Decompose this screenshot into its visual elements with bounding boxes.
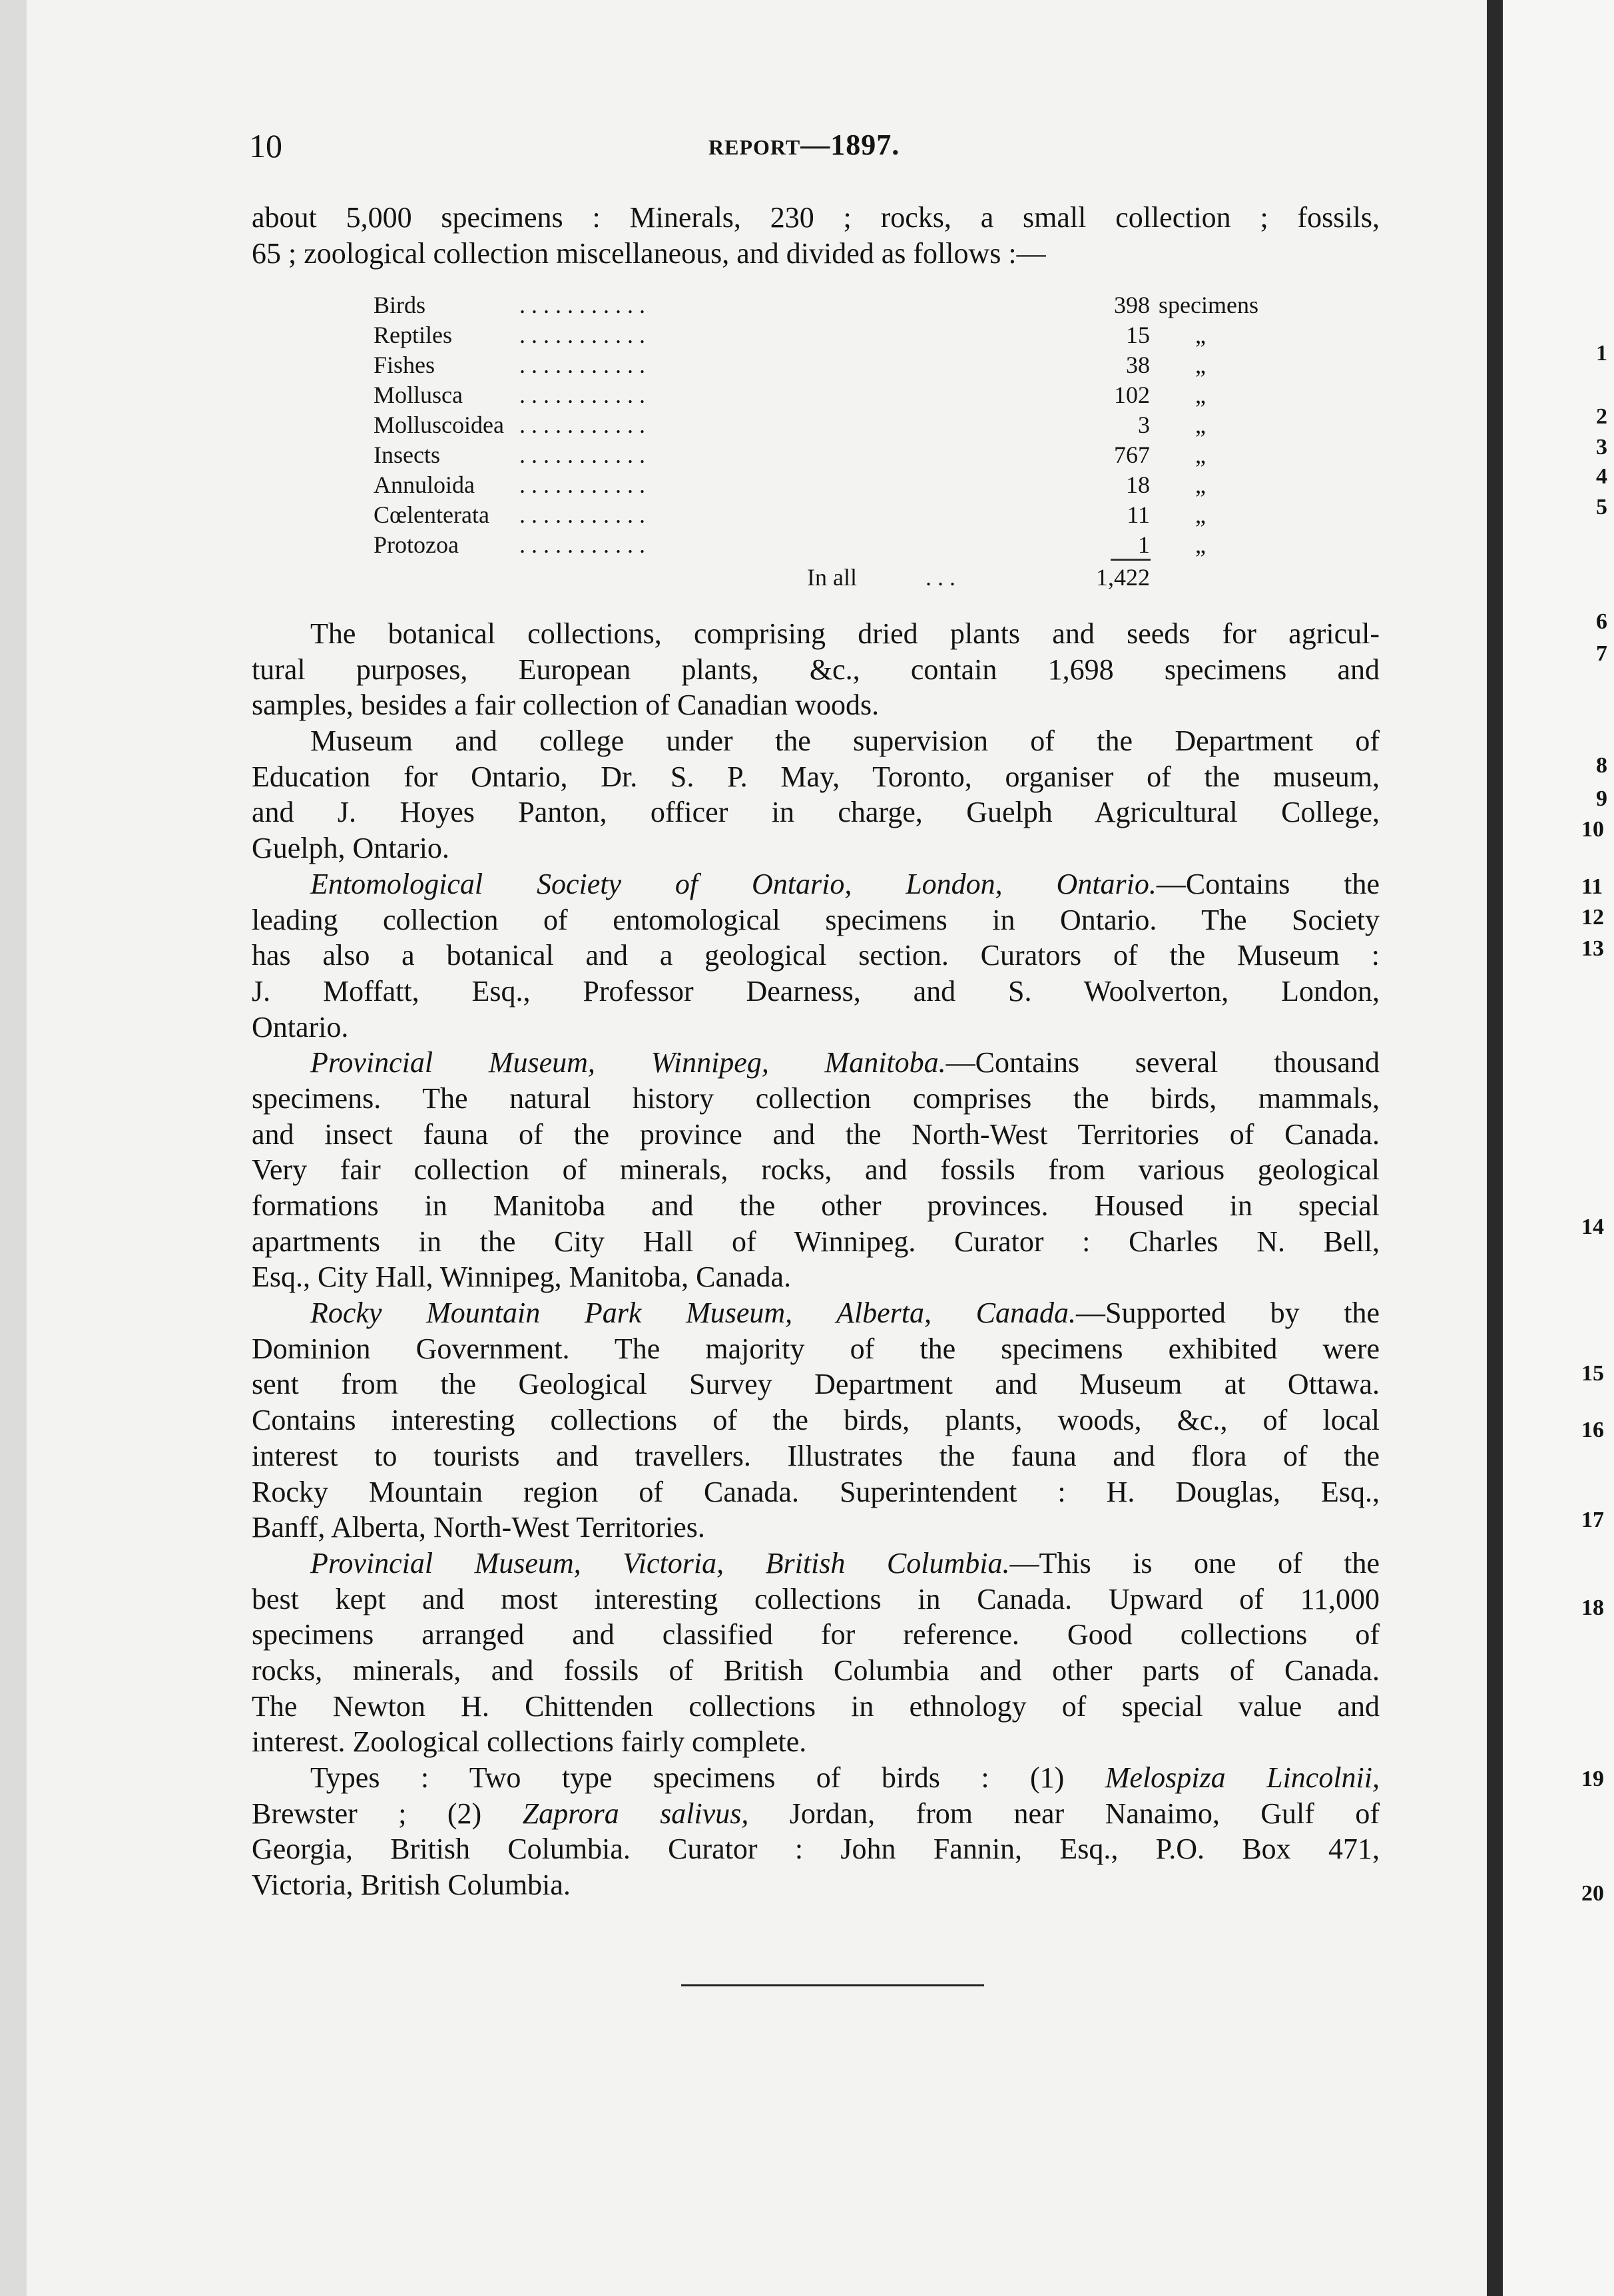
row-value: 1 xyxy=(1138,531,1150,558)
dot-leader: . . . . . . . . . . . xyxy=(519,352,645,378)
text-line: about 5,000 specimens : Minerals, 230 ; rocks, a small collection ; fossils, xyxy=(252,201,1380,234)
table-row xyxy=(0,441,1614,471)
italic-title: Rocky Mountain Park Museum, Alberta, Canada. xyxy=(310,1296,1077,1330)
text-line xyxy=(252,1474,1380,1510)
dot-leader: . . . . . . . . . . . xyxy=(519,322,645,348)
text-span: Guelph, Ontario. xyxy=(252,832,449,865)
paragraph xyxy=(252,616,1380,723)
text-span: specimens. The natural history collection comprises the birds, mammals, xyxy=(252,1081,1380,1115)
italic-title: Provincial Museum, Victoria, British Columbia. xyxy=(310,1546,1010,1579)
text-line xyxy=(252,1438,1380,1474)
text-line xyxy=(252,1510,1380,1546)
dot-leader: . . . . . . . . . . . xyxy=(519,382,645,408)
text-line xyxy=(252,1295,1380,1331)
text-line xyxy=(252,1259,1380,1295)
paragraph xyxy=(252,723,1380,866)
facing-line-number: 15 xyxy=(1581,1361,1604,1386)
text-line xyxy=(252,723,1380,759)
text-line xyxy=(252,1331,1380,1367)
running-title-caps: REPORT xyxy=(708,135,801,159)
facing-line-number: 8 xyxy=(1596,753,1607,778)
text-line xyxy=(252,1366,1380,1402)
ditto-mark: „ xyxy=(1195,471,1206,498)
text-line xyxy=(252,902,1380,938)
table-row xyxy=(0,531,1614,561)
table-row xyxy=(0,501,1614,531)
text-line xyxy=(252,1224,1380,1260)
text-line xyxy=(252,1581,1380,1617)
text-span: Jordan, from near Nanaimo, Gulf of xyxy=(748,1797,1380,1830)
row-value: 18 xyxy=(1126,471,1150,498)
row-label: Protozoa xyxy=(374,531,459,558)
row-value: 767 xyxy=(1114,441,1150,468)
facing-line-number: 16 xyxy=(1581,1418,1604,1442)
facing-line-number: 18 xyxy=(1581,1595,1604,1620)
table-row xyxy=(0,471,1614,501)
text-line xyxy=(252,652,1380,688)
text-line xyxy=(252,1009,1380,1045)
facing-line-number: 13 xyxy=(1581,936,1604,961)
text-span: Ontario. xyxy=(252,1010,349,1043)
dot-leader: . . . . . . . . . . . xyxy=(519,501,645,528)
row-label: Birds xyxy=(374,292,426,318)
text-span: apartments in the City Hall of Winnipeg. Curator : Charles N. Bell, xyxy=(252,1225,1380,1258)
book-gutter xyxy=(1487,0,1503,2296)
text-span: Education for Ontario, Dr. S. P. May, Toronto, organiser of the museum, xyxy=(252,760,1380,793)
sum-rule xyxy=(1111,559,1151,561)
facing-line-number: 12 xyxy=(1581,905,1604,930)
facing-line-number: 3 xyxy=(1596,435,1607,459)
running-title xyxy=(708,128,900,162)
total-label: In all xyxy=(807,564,857,591)
row-value: 398 xyxy=(1114,292,1150,318)
text-span: leading collection of entomological specimens in Ontario. The Society xyxy=(252,903,1380,936)
text-line xyxy=(252,1796,1380,1832)
ditto-mark: „ xyxy=(1195,352,1206,378)
text-span: —Supported by the xyxy=(1076,1296,1380,1330)
text-span: and J. Hoyes Panton, officer in charge, Guelph Agricultural College, xyxy=(252,796,1380,829)
text-span: —Contains several thousand xyxy=(945,1046,1380,1079)
row-label: Fishes xyxy=(374,352,435,378)
facing-line-number: 20 xyxy=(1581,1881,1604,1906)
text-span: and insect fauna of the province and the North-West Territories of Canada. xyxy=(252,1117,1380,1151)
facing-line-number: 5 xyxy=(1596,495,1607,519)
facing-line-number: 14 xyxy=(1581,1215,1604,1239)
text-span: Museum and college under the supervision of the Department of xyxy=(310,724,1380,758)
dot-leader: . . . . . . . . . . . xyxy=(519,441,645,468)
facing-line-number: 6 xyxy=(1596,609,1607,634)
text-line xyxy=(252,1045,1380,1081)
text-span: —Contains the xyxy=(1156,867,1380,900)
text-line xyxy=(252,1867,1380,1903)
row-value: 38 xyxy=(1126,352,1150,378)
italic-title: Zaprora salivus, xyxy=(522,1797,749,1830)
text-span: J. Moffatt, Esq., Professor Dearness, and S. Woolverton, London, xyxy=(252,974,1380,1007)
text-line xyxy=(252,866,1380,902)
text-span: Georgia, British Columbia. Curator : John Fannin, Esq., P.O. Box 471, xyxy=(252,1833,1380,1866)
text-line xyxy=(252,1188,1380,1224)
facing-line-number: 19 xyxy=(1581,1767,1604,1791)
paragraph xyxy=(252,866,1380,1045)
text-span: Dominion Government. The majority of the specimens exhibited were xyxy=(252,1332,1380,1365)
row-value: 11 xyxy=(1127,501,1150,528)
body-text xyxy=(252,616,1380,1903)
text-line xyxy=(252,1081,1380,1117)
text-line xyxy=(252,938,1380,974)
text-span: interest. Zoological collections fairly complete. xyxy=(252,1725,807,1759)
intro-text xyxy=(252,200,1380,271)
text-span: —This is one of the xyxy=(1009,1546,1380,1579)
paragraph xyxy=(252,1546,1380,1760)
text-line xyxy=(252,1689,1380,1725)
facing-line-number: 4 xyxy=(1596,464,1607,489)
text-span: Victoria, British Columbia. xyxy=(252,1868,571,1902)
table-row xyxy=(0,291,1614,321)
row-label: Cœlenterata xyxy=(374,501,489,528)
text-span: Very fair collection of minerals, rocks, and fossils from various geological xyxy=(252,1153,1380,1187)
row-value: 15 xyxy=(1126,322,1150,348)
text-span: tural purposes, European plants, &c., contain 1,698 specimens and xyxy=(252,653,1380,686)
facing-line-number: 1 xyxy=(1596,341,1607,366)
row-label: Mollusca xyxy=(374,382,463,408)
text-line: 65 ; zoological collection miscellaneous, and divided as follows :— xyxy=(252,236,1046,270)
text-line xyxy=(252,1546,1380,1581)
dot-leader: . . . . . . . . . . . xyxy=(519,471,645,498)
ditto-mark: „ xyxy=(1195,322,1206,348)
dot-leader: . . . . . . . . . . . xyxy=(519,412,645,438)
ditto-mark: „ xyxy=(1195,501,1206,528)
row-label: Annuloida xyxy=(374,471,475,498)
italic-title: Provincial Museum, Winnipeg, Manitoba. xyxy=(310,1046,946,1079)
text-span: sent from the Geological Survey Department and Museum at Ottawa. xyxy=(252,1368,1380,1401)
paragraph xyxy=(252,1045,1380,1295)
text-line xyxy=(252,1760,1380,1796)
text-span: best kept and most interesting collections in Canada. Upward of 11,000 xyxy=(252,1582,1380,1615)
text-span: samples, besides a fair collection of Canadian woods. xyxy=(252,689,880,722)
text-span: Contains interesting collections of the birds, plants, woods, &c., of local xyxy=(252,1404,1380,1437)
running-title-year: —1897. xyxy=(800,129,900,161)
table-row xyxy=(0,381,1614,411)
text-span: Esq., City Hall, Winnipeg, Manitoba, Canada. xyxy=(252,1261,792,1294)
page-header xyxy=(249,127,1381,166)
text-line xyxy=(252,1653,1380,1689)
facing-line-number: 10 xyxy=(1581,817,1604,842)
table-total-row xyxy=(0,563,1614,593)
ditto-mark: „ xyxy=(1195,531,1206,558)
ditto-mark: „ xyxy=(1195,382,1206,408)
facing-line-number: 11 xyxy=(1581,874,1603,899)
table-row xyxy=(0,411,1614,441)
dot-leader: . . . . . . . . . . . xyxy=(519,531,645,558)
facing-line-number: 2 xyxy=(1596,404,1607,429)
page-number: 10 xyxy=(249,127,282,164)
text-line xyxy=(252,1402,1380,1438)
text-line xyxy=(252,1617,1380,1653)
text-line xyxy=(252,794,1380,830)
text-span: specimens arranged and classified for reference. Good collections of xyxy=(252,1618,1380,1651)
text-line xyxy=(252,687,1380,723)
table-row xyxy=(0,321,1614,351)
row-value: 3 xyxy=(1138,412,1150,438)
total-value: 1,422 xyxy=(1096,564,1150,591)
facing-line-number: 17 xyxy=(1581,1508,1604,1532)
row-label: Reptiles xyxy=(374,322,452,348)
text-span: The Newton H. Chittenden collections in ethnology of special value and xyxy=(252,1689,1380,1723)
ditto-mark: „ xyxy=(1195,412,1206,438)
text-span: formations in Manitoba and the other provinces. Housed in special xyxy=(252,1189,1380,1222)
row-label: Molluscoidea xyxy=(374,412,504,438)
text-span: Brewster ; (2) xyxy=(252,1797,523,1830)
text-span: Banff, Alberta, North-West Territories. xyxy=(252,1511,705,1544)
text-line xyxy=(252,616,1380,652)
end-rule xyxy=(681,1984,984,1986)
ditto-mark: „ xyxy=(1195,441,1206,468)
text-line xyxy=(252,1724,1380,1760)
dot-leader: . . . xyxy=(926,564,955,591)
paragraph xyxy=(252,1295,1380,1546)
facing-page-edge xyxy=(1503,0,1614,2296)
dot-leader: . . . . . . . . . . . xyxy=(519,292,645,318)
paragraph xyxy=(252,1760,1380,1903)
table-row xyxy=(0,351,1614,381)
text-span: The botanical collections, comprising dried plants and seeds for agricul- xyxy=(310,617,1380,650)
row-label: Insects xyxy=(374,441,440,468)
text-line xyxy=(252,1152,1380,1188)
italic-title: Entomological Society of Ontario, London, Ontario. xyxy=(310,867,1157,900)
text-span: Rocky Mountain region of Canada. Superintendent : H. Douglas, Esq., xyxy=(252,1475,1380,1508)
text-line xyxy=(252,1831,1380,1867)
text-span: rocks, minerals, and fossils of British Columbia and other parts of Canada. xyxy=(252,1653,1380,1687)
text-span: has also a botanical and a geological section. Curators of the Museum : xyxy=(252,939,1380,972)
row-value: 102 xyxy=(1114,382,1150,408)
text-span: Types : Two type specimens of birds : (1) xyxy=(310,1761,1105,1794)
row-unit: specimens xyxy=(1159,292,1258,318)
facing-line-number: 7 xyxy=(1596,641,1607,666)
text-line xyxy=(252,759,1380,795)
text-line xyxy=(252,1117,1380,1153)
text-line xyxy=(252,974,1380,1009)
text-line xyxy=(252,830,1380,866)
italic-title: Melospiza Lincolnii, xyxy=(1105,1761,1380,1794)
facing-line-number: 9 xyxy=(1596,786,1607,811)
text-span: interest to tourists and travellers. Illustrates the fauna and flora of the xyxy=(252,1439,1380,1472)
